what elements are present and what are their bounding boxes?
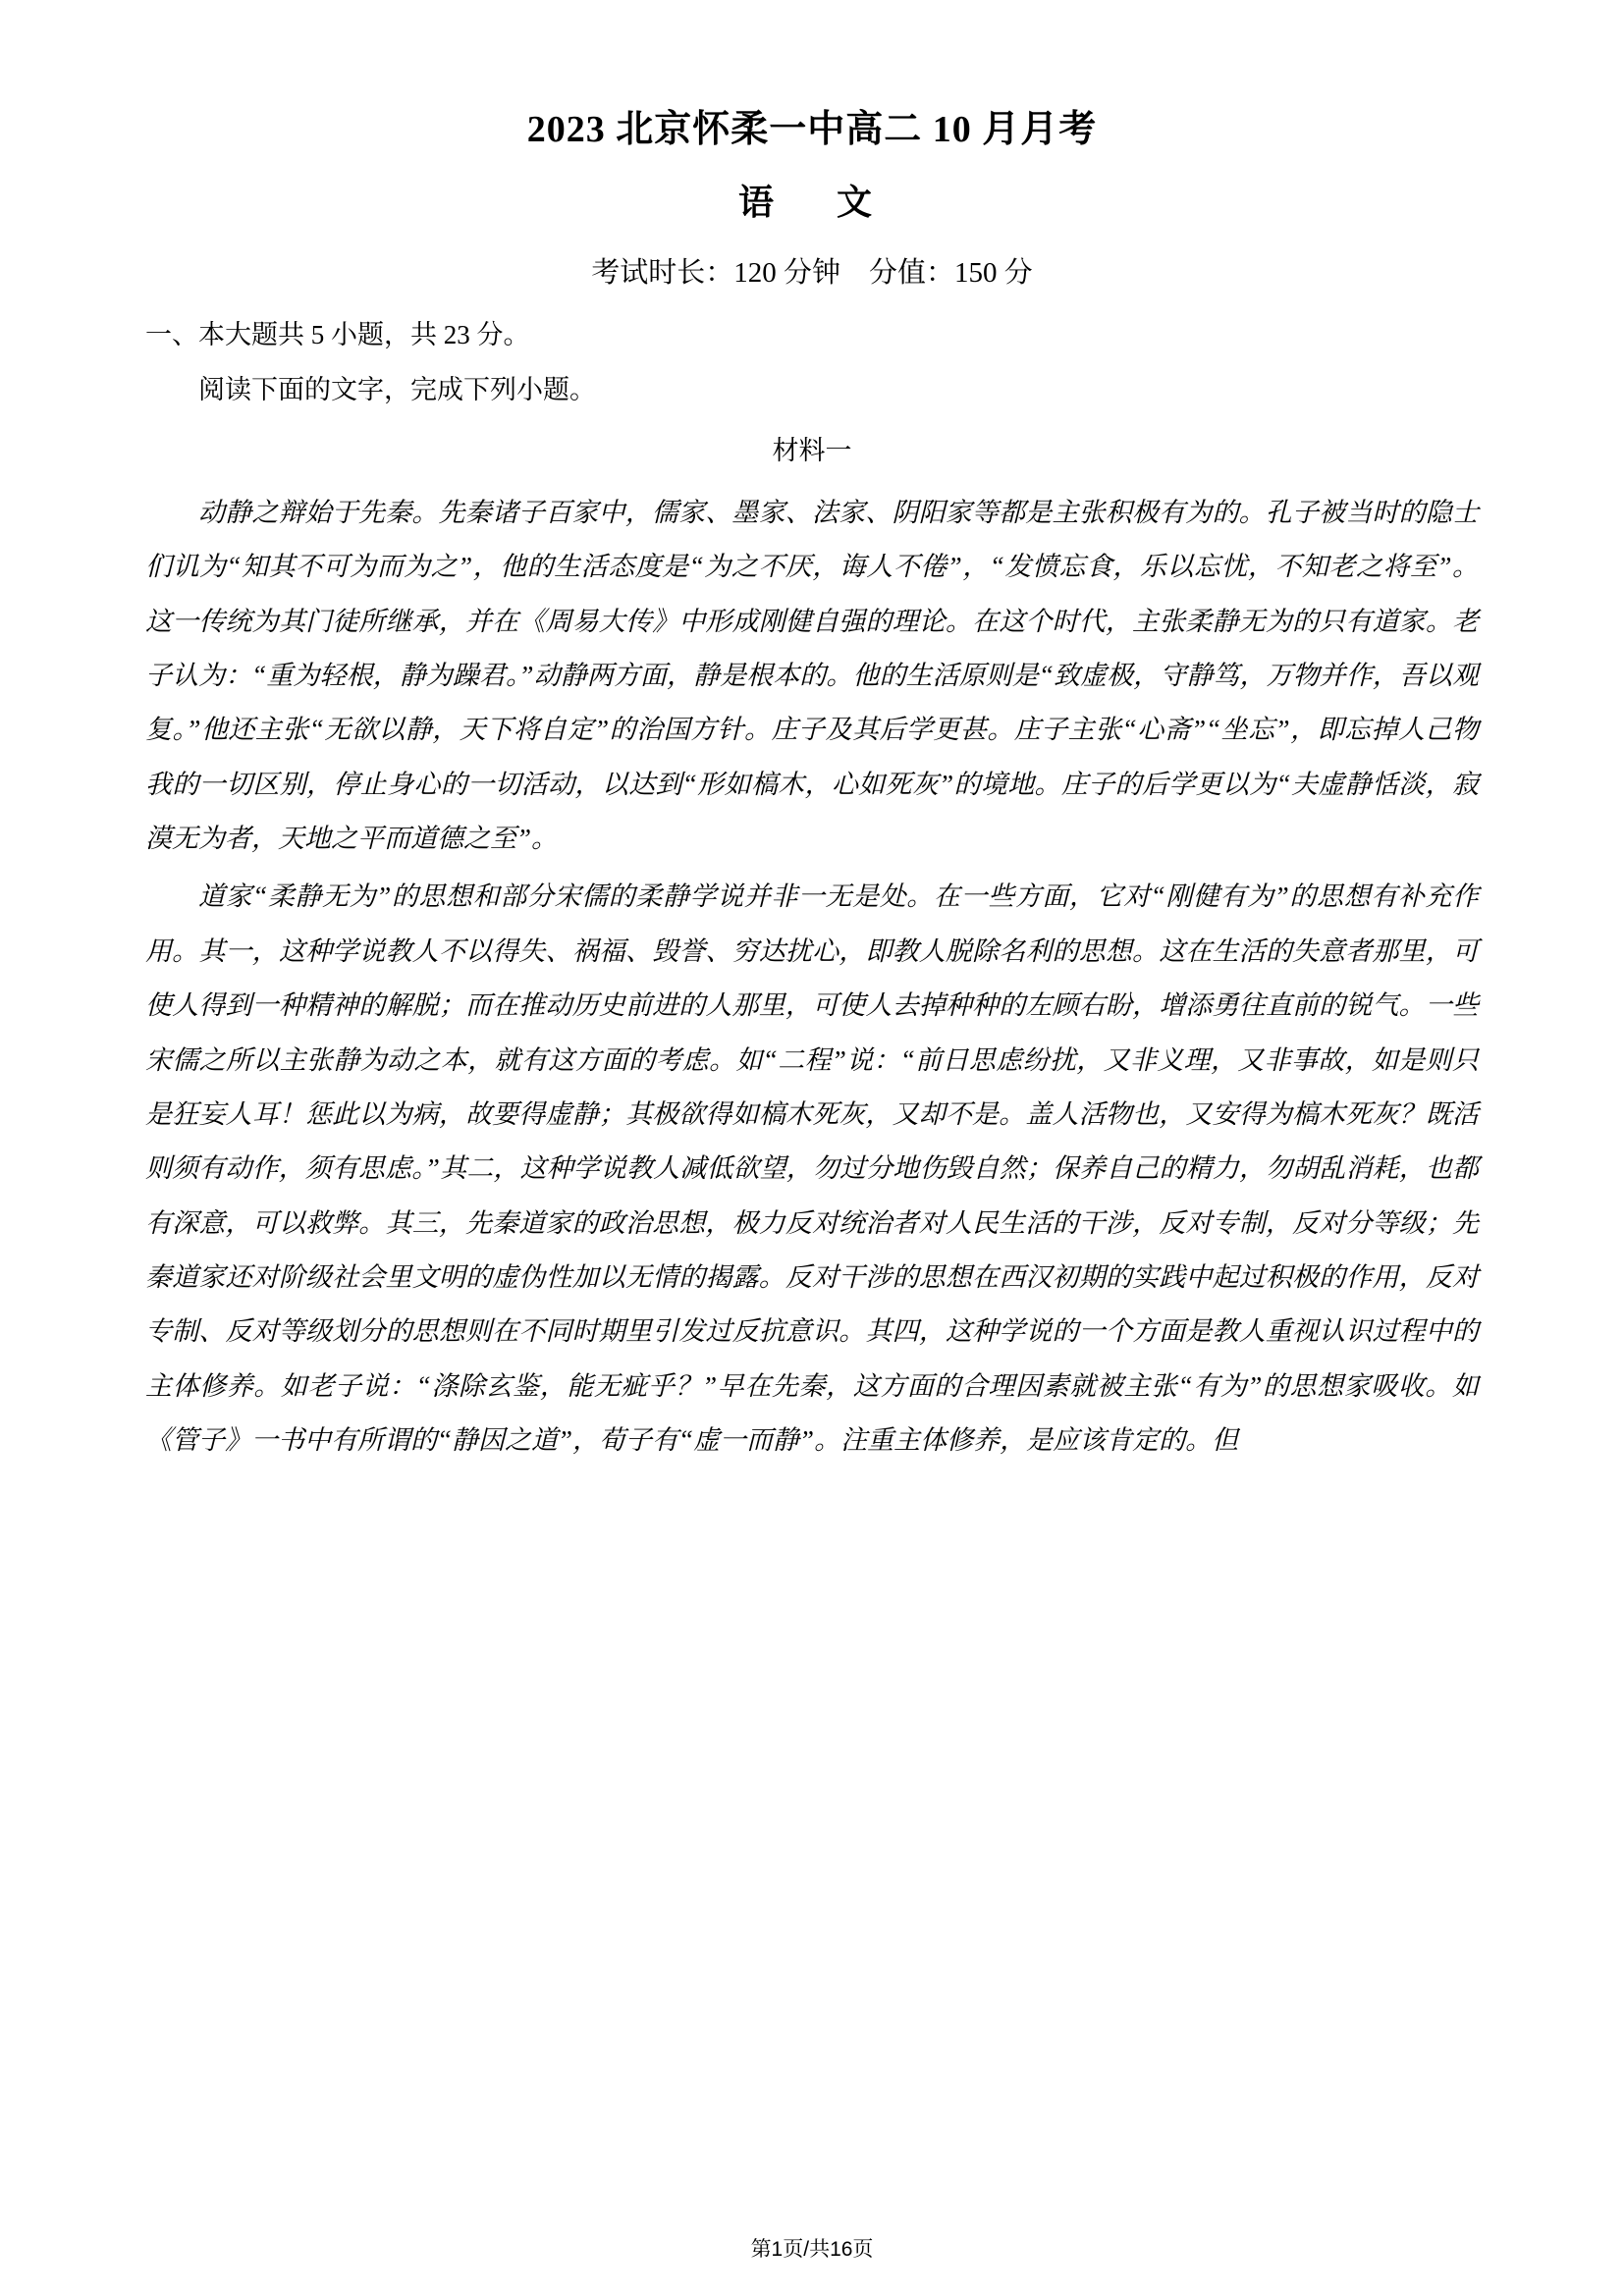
paragraph: 动静之辩始于先秦。先秦诸子百家中，儒家、墨家、法家、阴阳家等都是主张积极有为的。孔子被当时的隐士们讥为“知其不可为而为之”，他的生活态度是“为之不厌，诲人不倦”，“发愤忘食，乐以忘忧，不知老之将至”。这一传统为其门徒所继承，并在《周易大传》中形成刚健自强的理论。在这个时代，主张柔静无为的只有道家。老子认为：“重为轻根，静为躁君。”动静两方面，静是根本的。他的生活原则是“致虚极，守静笃，万物并作，吾以观复。”他还主张“无欲以静，天下将自定”的治国方针。庄子及其后学更甚。庄子主张“心斋”“坐忘”，即忘掉人己物我的一切区别，停止身心的一切活动，以达到“形如槁木，心如死灰”的境地。庄子的后学更以为“夫虚静恬淡，寂漠无为者，天地之平而道德之至”。 — [145, 498, 1479, 854]
material-label: 材料一 — [772, 436, 852, 466]
section-heading: 一、本大题共 5 小题，共 23 分。 — [145, 320, 530, 350]
instruction-text: 阅读下面的文字，完成下列小题。 — [198, 375, 596, 405]
subject-title: 语 文 — [737, 183, 886, 222]
paragraph: 道家“柔静无为”的思想和部分宋儒的柔静学说并非一无是处。在一些方面，它对“刚健有为”的思想有补充作用。其一，这种学说教人不以得失、祸福、毁誉、穷达扰心，即教人脱除名利的思想。这在生活的失意者那里，可使人得到一种精神的解脱；而在推动历史前进的人那里，可使人去掉种种的左顾右盼，增添勇往直前的锐气。一些宋儒之所以主张静为动之本，就有这方面的考虑。如“二程”说：“前日思虑纷扰，又非义理，又非事故，如是则只是狂妄人耳！惩此以为病，故要得虚静；其极欲得如槁木死灰，又却不是。盖人活物也，又安得为槁木死灰？既活则须有动作，须有思虑。”其二，这种学说教人减低欲望，勿过分地伤毁自然；保养自己的精力，勿胡乱消耗，也都有深意，可以救弊。其三，先秦道家的政治思想，极力反对统治者对人民生活的干涉，反对专制，反对分等级；先秦道家还对阶级社会里文明的虚伪性加以无情的揭露。反对干涉的思想在西汉初期的实践中起过积极的作用，反对专制、反对等级划分的思想则在不同时期里引发过反抗意识。其四，这种学说的一个方面是教人重视认识过程中的主体修养。如老子说：“涤除玄鉴，能无疵乎？”早在先秦，这方面的合理因素就被主张“有为”的思想家吸收。如《管子》一书中有所谓的“静因之道”，荀子有“虚一而静”。注重主体修养，是应该肯定的。但 — [145, 881, 1479, 1455]
page-footer: 第1页/共16页 — [750, 2238, 874, 2261]
exam-meta: 考试时长：120 分钟 分值：150 分 — [591, 257, 1033, 289]
page-title: 2023 北京怀柔一中高二 10 月月考 — [526, 109, 1098, 150]
